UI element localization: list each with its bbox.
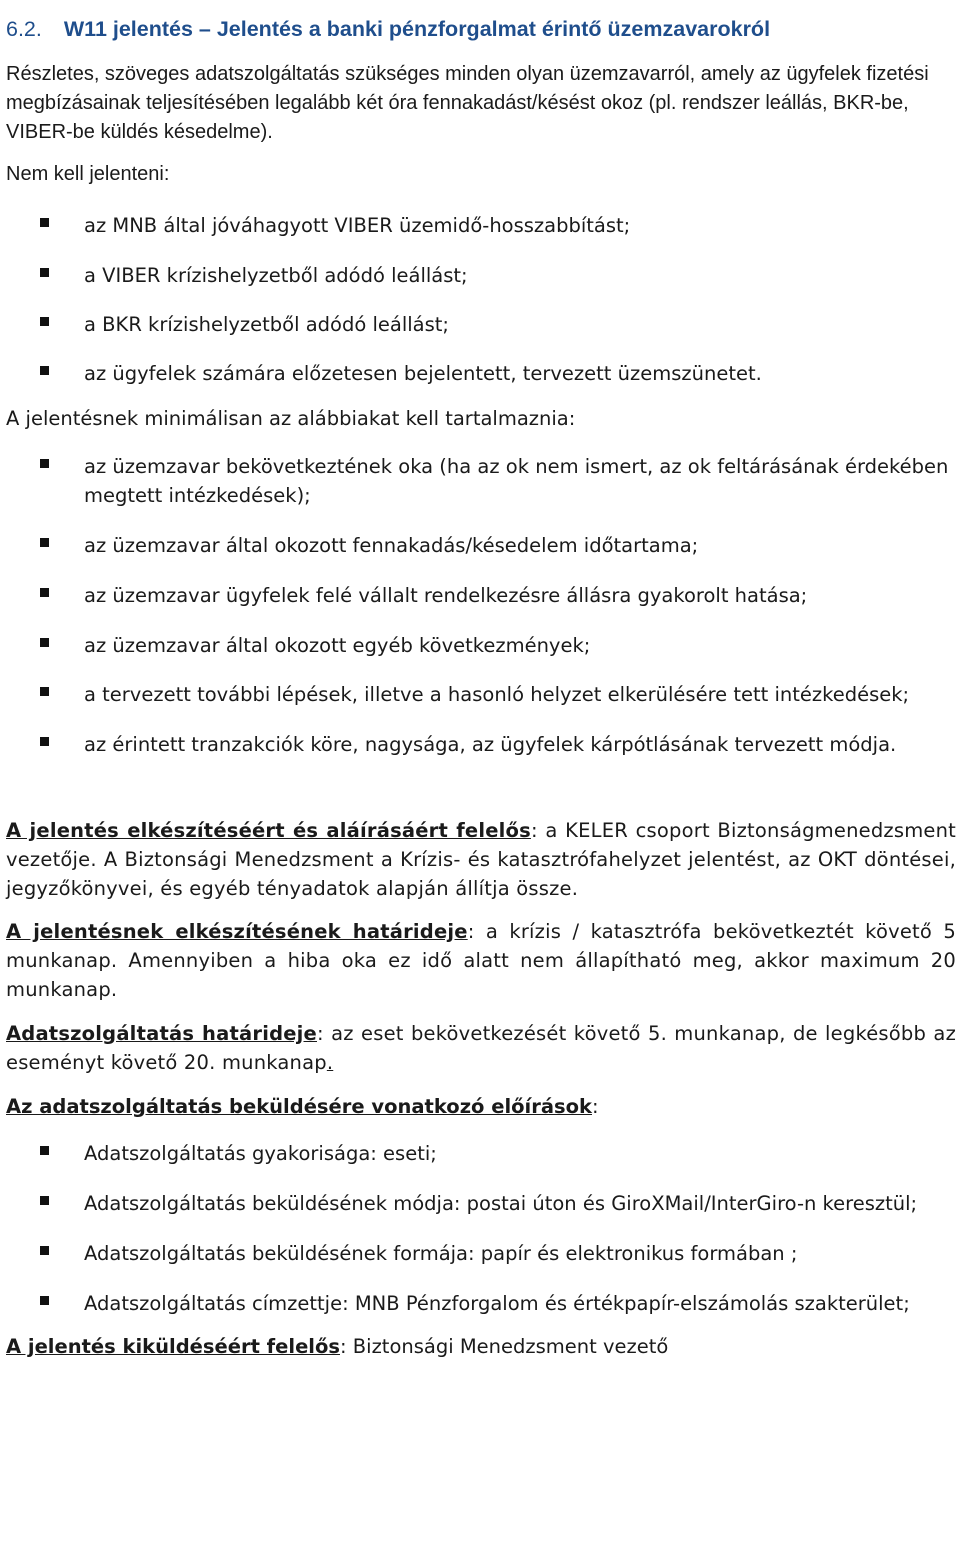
list-item: az üzemzavar által okozott fennakadás/késedelem időtartama; bbox=[84, 534, 699, 557]
list-item: az érintett tranzakciók köre, nagysága, az ügyfelek kárpótlásának tervezett módja. bbox=[84, 733, 897, 756]
bullet-icon bbox=[40, 317, 49, 326]
bullet-icon bbox=[40, 687, 49, 696]
bullet-icon bbox=[40, 366, 49, 375]
sender-label: A jelentés kiküldéséért felelős bbox=[6, 1335, 340, 1358]
bullet-icon bbox=[40, 538, 49, 547]
data-deadline-tail: . bbox=[326, 1051, 334, 1074]
list-item: az üzemzavar bekövetkeztének oka (ha az ok nem ismert, az ok feltárásának érdekében megtett intézkedések); bbox=[84, 455, 949, 507]
responsible-paragraph bbox=[6, 816, 956, 903]
intro-paragraph: Részletes, szöveges adatszolgáltatás szükséges minden olyan üzemzavarról, amely az ügyfelek fizetési megbízásainak teljesítésében legalább két óra fennakadást/késést okoz (pl. rendszer leállás, BKR-be, VIBER-be küldés késedelme). bbox=[6, 63, 929, 143]
list-item: Adatszolgáltatás beküldésének formája: papír és elektronikus formában ; bbox=[84, 1242, 798, 1265]
bullet-icon bbox=[40, 588, 49, 597]
bullet-icon bbox=[40, 218, 49, 227]
deadline-label: A jelentésnek elkészítésének határideje bbox=[6, 920, 468, 943]
deadline-paragraph bbox=[6, 917, 956, 1004]
data-deadline-label: Adatszolgáltatás határideje bbox=[6, 1022, 317, 1045]
list-item: Adatszolgáltatás címzettje: MNB Pénzforgalom és értékpapír-elszámolás szakterület; bbox=[84, 1292, 910, 1315]
responsible-label: A jelentés elkészítéséért és aláírásáért felelős bbox=[6, 819, 531, 842]
responsible-text: : a KELER csoport Biztonságmenedzsment vezetője. A Biztonsági Menedzsment a Krízis- és katasztrófahelyzet jelentést, az OKT döntései, jegyzőkönyvei, és egyéb tényadatok alapján állítja össze. bbox=[6, 819, 956, 900]
list-item: az MNB által jóváhagyott VIBER üzemidő-hosszabbítást; bbox=[84, 214, 631, 237]
bullet-icon bbox=[40, 737, 49, 746]
list-item: az üzemzavar ügyfelek felé vállalt rendelkezésre állásra gyakorolt hatása; bbox=[84, 584, 808, 607]
list-item: Adatszolgáltatás beküldésének módja: postai úton és GiroXMail/InterGiro-n keresztül; bbox=[84, 1192, 918, 1215]
section-number: 6.2. bbox=[6, 17, 42, 41]
data-deadline-paragraph bbox=[6, 1019, 956, 1077]
list-item: az üzemzavar által okozott egyéb következmények; bbox=[84, 634, 591, 657]
bullet-icon bbox=[40, 268, 49, 277]
sender-text: : Biztonsági Menedzsment vezető bbox=[340, 1335, 669, 1358]
list-item: a BKR krízishelyzetből adódó leállást; bbox=[84, 313, 450, 336]
bullet-icon bbox=[40, 1196, 49, 1205]
sender-paragraph bbox=[6, 1332, 956, 1361]
bullet-icon bbox=[40, 1296, 49, 1305]
submission-label-paragraph bbox=[6, 1092, 956, 1121]
section-title: W11 jelentés – Jelentés a banki pénzforgalmat érintő üzemzavarokról bbox=[63, 17, 771, 41]
submission-label: Az adatszolgáltatás beküldésére vonatkozó előírások bbox=[6, 1095, 592, 1118]
not-required-label: Nem kell jelenteni: bbox=[6, 163, 170, 185]
list-item: a tervezett további lépések, illetve a hasonló helyzet elkerülésére tett intézkedések; bbox=[84, 683, 910, 706]
bullet-icon bbox=[40, 638, 49, 647]
section-heading bbox=[6, 14, 770, 44]
list-item: az ügyfelek számára előzetesen bejelentett, tervezett üzemszünetet. bbox=[84, 362, 762, 385]
bullet-icon bbox=[40, 1246, 49, 1255]
list-item: Adatszolgáltatás gyakorisága: eseti; bbox=[84, 1142, 437, 1165]
deadline-text: : a krízis / katasztrófa bekövetkeztét követő 5 munkanap. Amennyiben a hiba oka ez idő alatt nem állapítható meg, akkor maximum 20 munkanap. bbox=[6, 920, 956, 1001]
list-item: a VIBER krízishelyzetből adódó leállást; bbox=[84, 264, 468, 287]
data-deadline-text: : az eset bekövetkezését követő 5. munkanap, de legkésőbb az eseményt követő 20. munkanap bbox=[6, 1022, 956, 1074]
bullet-icon bbox=[40, 459, 49, 468]
bullet-icon bbox=[40, 1146, 49, 1155]
submission-colon: : bbox=[591, 1095, 599, 1118]
min-content-label: A jelentésnek minimálisan az alábbiakat kell tartalmaznia: bbox=[6, 407, 576, 430]
